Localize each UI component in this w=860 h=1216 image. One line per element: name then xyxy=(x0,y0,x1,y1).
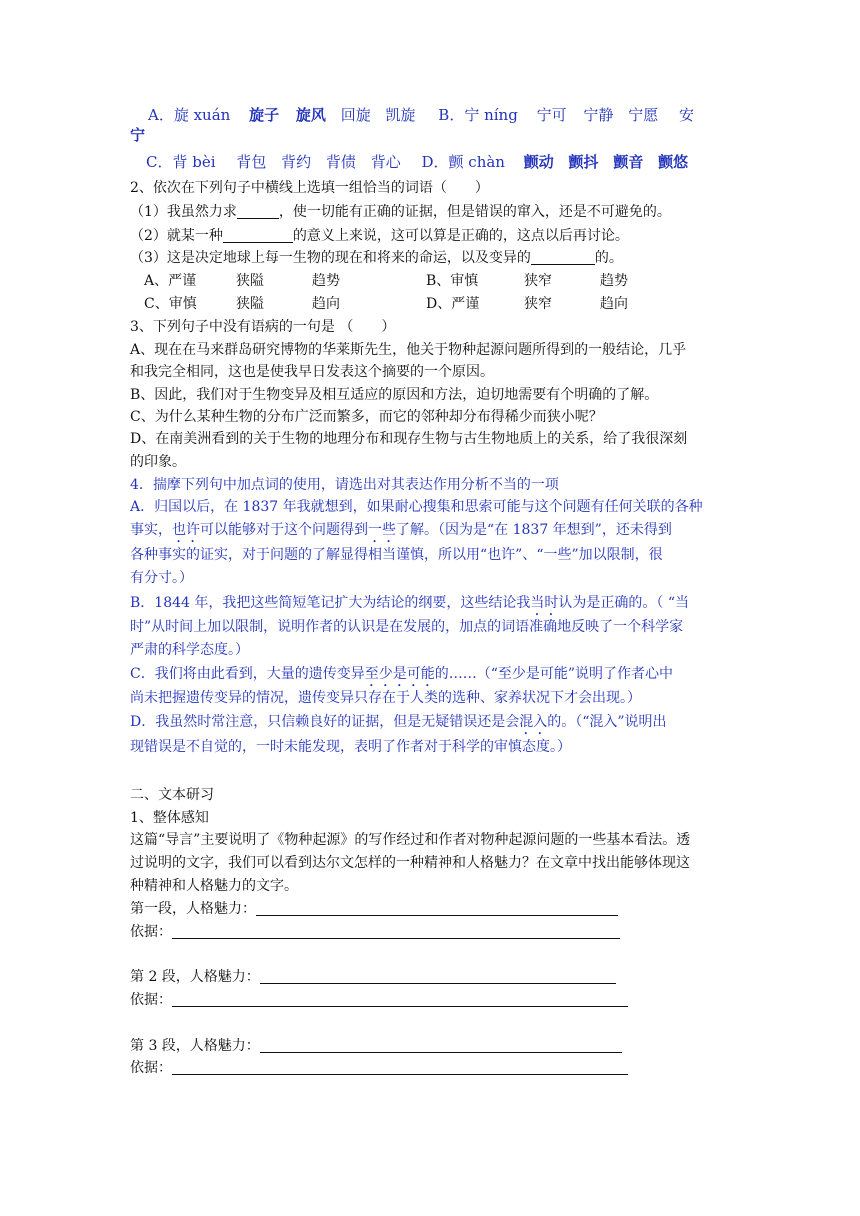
q4-option-a-line-3: 各种事实的证实，对于问题的了解显得相当谨慎，所以用“也许”、“一些”加以限制，很 xyxy=(130,547,663,563)
para-2-charm-answer-line[interactable] xyxy=(260,969,616,984)
q1-options-row-cd xyxy=(146,153,756,171)
q3-option-d-line-2: 的印象。 xyxy=(130,454,186,470)
para-2-basis-answer-line[interactable] xyxy=(172,992,628,1007)
para-1-charm-row xyxy=(130,900,740,918)
q2-sentence-2 xyxy=(130,227,740,245)
q4-option-a-line-1: A．归国以后，在 1837 年我就想到，如果耐心搜集和思索可能与这个问题有任何关联的各种 xyxy=(130,499,703,515)
q1-option-b-word-1: 宁可 xyxy=(536,106,567,124)
q2-s1-after: ，使一切能有正确的证据，但是错误的窜入，还是不可避免的。 xyxy=(278,204,671,220)
q2-s3-before: （3）这是决定地球上每一生物的现在和将来的命运，以及变异的 xyxy=(130,250,531,266)
section-2-paragraph-line-2: 过说明的文字，我们可以看到达尔文怎样的一种精神和人格魅力？在文章中找出能够体现这 xyxy=(130,855,690,871)
q2-sentence-1 xyxy=(130,203,740,221)
q4-b1-part-1: B．1844 年，我把这些简短笔记扩大为结论的纲要，这些结论我 xyxy=(130,595,531,611)
q1-option-a-word-4: 凯旋 xyxy=(385,106,416,124)
q2-opt-a-1: A、严谨 xyxy=(144,273,197,289)
q4-option-b-line-3: 严肃的科学态度。） xyxy=(130,642,249,658)
section-2-paragraph-line-1: 这篇“导言”主要说明了《物种起源》的写作经过和作者对物种起源问题的一些基本看法。透 xyxy=(130,832,691,848)
para-3-basis-label: 依据： xyxy=(130,1060,172,1076)
para-3-basis-row xyxy=(130,1059,740,1077)
q2-opt-a-3: 趋势 xyxy=(312,273,340,289)
q1-option-c-word-3: 背债 xyxy=(325,153,356,171)
para-1-charm-label: 第一段，人格魅力： xyxy=(130,901,256,917)
q2-opt-b-2: 狭窄 xyxy=(524,273,552,289)
q4-a2-dotted-1: 也许 xyxy=(172,522,200,538)
para-2-basis-label: 依据： xyxy=(130,992,172,1008)
q2-s1-before: （1）我虽然力求 xyxy=(130,204,237,220)
q2-opt-d-2: 狭窄 xyxy=(524,296,552,312)
q3-option-a-line-1: A、现在在马来群岛研究博物的华莱斯先生，他关于物种起源问题所得到的一般结论，几乎 xyxy=(130,342,687,358)
q4-option-a-line-2 xyxy=(130,521,740,546)
q2-blank-1[interactable] xyxy=(237,204,279,219)
q1-option-b-word-3: 宁愿 xyxy=(628,106,659,124)
para-3-charm-answer-line[interactable] xyxy=(260,1038,622,1053)
q2-opt-c-3: 趋向 xyxy=(312,296,340,312)
q4-a2-dotted-2: 一些 xyxy=(368,522,396,538)
q4-a2-part-1: 事实， xyxy=(130,522,172,538)
q2-s2-after: 的意义上来说，这可以算是正确的，这点以后再讨论。 xyxy=(292,228,629,244)
q4-d1-dotted: 混入 xyxy=(519,714,548,730)
q1-option-c-prefix: C．背 bèi xyxy=(146,153,216,171)
q2-opt-a-2: 狭隘 xyxy=(236,273,264,289)
q1-option-d-word-3: 颤音 xyxy=(613,153,644,171)
q2-opt-c-1: C、审慎 xyxy=(144,296,197,312)
q1-option-a-prefix: A．旋 xuán xyxy=(148,106,231,124)
q2-opt-d-3: 趋向 xyxy=(600,296,628,312)
q2-opt-c-2: 狭隘 xyxy=(236,296,264,312)
q4-a2-part-2: 可以能够对于这个问题得到 xyxy=(200,522,368,538)
q4-option-b-line-1 xyxy=(130,594,740,619)
q1-options-row-ab xyxy=(148,106,758,124)
para-1-charm-answer-line[interactable] xyxy=(256,901,618,916)
q1-option-d-word-1: 颤动 xyxy=(523,153,554,171)
q3-option-b: B、因此，我们对于生物变异及相互适应的原因和方法，迫切地需要有个明确的了解。 xyxy=(130,387,659,403)
q4-option-c-line-2: 尚未把握遗传变异的情况，遗传变异只存在于人类的选种、家养状况下才会出现。） xyxy=(130,690,641,706)
q1-option-d-word-2: 颤抖 xyxy=(568,153,599,171)
q1-option-c-word-4: 背心 xyxy=(370,153,401,171)
q2-opt-b-3: 趋势 xyxy=(600,273,628,289)
q2-blank-2[interactable] xyxy=(223,228,293,243)
q4-option-c-line-1 xyxy=(130,665,740,690)
q4-c1-part-2: 的……（“至少是可能”说明了作者心中 xyxy=(434,666,674,682)
q4-option-a-line-4: 有分寸。） xyxy=(130,570,193,586)
q2-stem: 2、依次在下列句子中横线上选填一组恰当的词语（ ） xyxy=(130,180,489,196)
para-1-basis-row xyxy=(130,923,740,941)
q3-option-d-line-1: D、在南美洲看到的关于生物的地理分布和现存生物与古生物地质上的关系，给了我很深刻 xyxy=(130,431,688,447)
q2-s3-after: 的。 xyxy=(594,250,623,266)
q1-option-d-prefix: D．颤 chàn xyxy=(421,153,505,171)
q1-option-b-prefix: B．宁 níng xyxy=(438,106,518,124)
q4-option-d-line-1 xyxy=(130,713,740,738)
para-3-basis-answer-line[interactable] xyxy=(172,1060,628,1075)
q4-b1-dotted: 当时 xyxy=(530,595,559,611)
q3-option-a-line-2: 和我完全相同，这也是使我早日发表这个摘要的一个原因。 xyxy=(130,364,494,380)
q1-option-b-word-4: 安 xyxy=(678,106,694,124)
q4-d1-part-1: D．我虽然时常注意，只信赖良好的证据，但是无疑错误还是会 xyxy=(130,714,520,730)
para-2-basis-row xyxy=(130,991,740,1009)
q1-option-a-word-1: 旋子 xyxy=(249,106,280,124)
q1-option-c-word-2: 背约 xyxy=(281,153,312,171)
q1-option-d-word-4: 颤悠 xyxy=(658,153,689,171)
q1-option-a-word-3: 回旋 xyxy=(340,106,371,124)
q2-opt-d-1: D、严谨 xyxy=(426,296,480,312)
q2-s2-before: （2）就某一种 xyxy=(130,228,223,244)
para-3-charm-row xyxy=(130,1037,740,1055)
section-2-title: 二、文本研习 xyxy=(130,787,214,803)
para-1-basis-answer-line[interactable] xyxy=(172,924,620,939)
q1-option-b-wrap: 宁 xyxy=(130,126,146,144)
q2-sentence-3 xyxy=(130,249,740,267)
section-2-subtitle: 1、整体感知 xyxy=(130,810,209,826)
q1-option-c-word-1: 背包 xyxy=(236,153,267,171)
q4-option-b-line-2: 时”从时间上加以限制，说明作者的认识是在发展的，加点的词语准确地反映了一个科学家 xyxy=(130,619,684,635)
para-2-charm-row xyxy=(130,968,740,986)
q4-c1-part-1: C．我们将由此看到，大量的遗传变异 xyxy=(130,666,365,682)
q4-a2-part-3: 了解。（因为是“在 1837 年想到”，还未得到 xyxy=(396,522,672,538)
q4-d1-part-2: 的。（“混入”说明出 xyxy=(547,714,667,730)
q4-option-d-line-2: 现错误是不自觉的，一时未能发现，表明了作者对于科学的审慎态度。） xyxy=(130,739,571,755)
para-2-charm-label: 第 2 段，人格魅力： xyxy=(130,969,260,985)
section-2-paragraph-line-3: 种精神和人格魅力的文字。 xyxy=(130,878,298,894)
q4-b1-part-2: 认为是正确的。（ “当 xyxy=(558,595,689,611)
q4-c1-dotted: 至少是可能 xyxy=(364,666,435,682)
q4-stem: 4．揣摩下列句中加点词的使用，请选出对其表达作用分析不当的一项 xyxy=(130,477,559,493)
q1-option-b-word-2: 宁静 xyxy=(583,106,614,124)
q3-option-c: C、为什么某种生物的分布广泛而繁多，而它的邻种却分布得稀少而狭小呢？ xyxy=(130,409,603,425)
para-1-basis-label: 依据： xyxy=(130,924,172,940)
q2-blank-3[interactable] xyxy=(531,250,595,265)
q1-option-a-word-2: 旋风 xyxy=(295,106,326,124)
para-3-charm-label: 第 3 段，人格魅力： xyxy=(130,1038,260,1054)
q3-stem: 3、下列句子中没有语病的一句是 （ ） xyxy=(130,319,396,335)
q2-opt-b-1: B、审慎 xyxy=(426,273,479,289)
